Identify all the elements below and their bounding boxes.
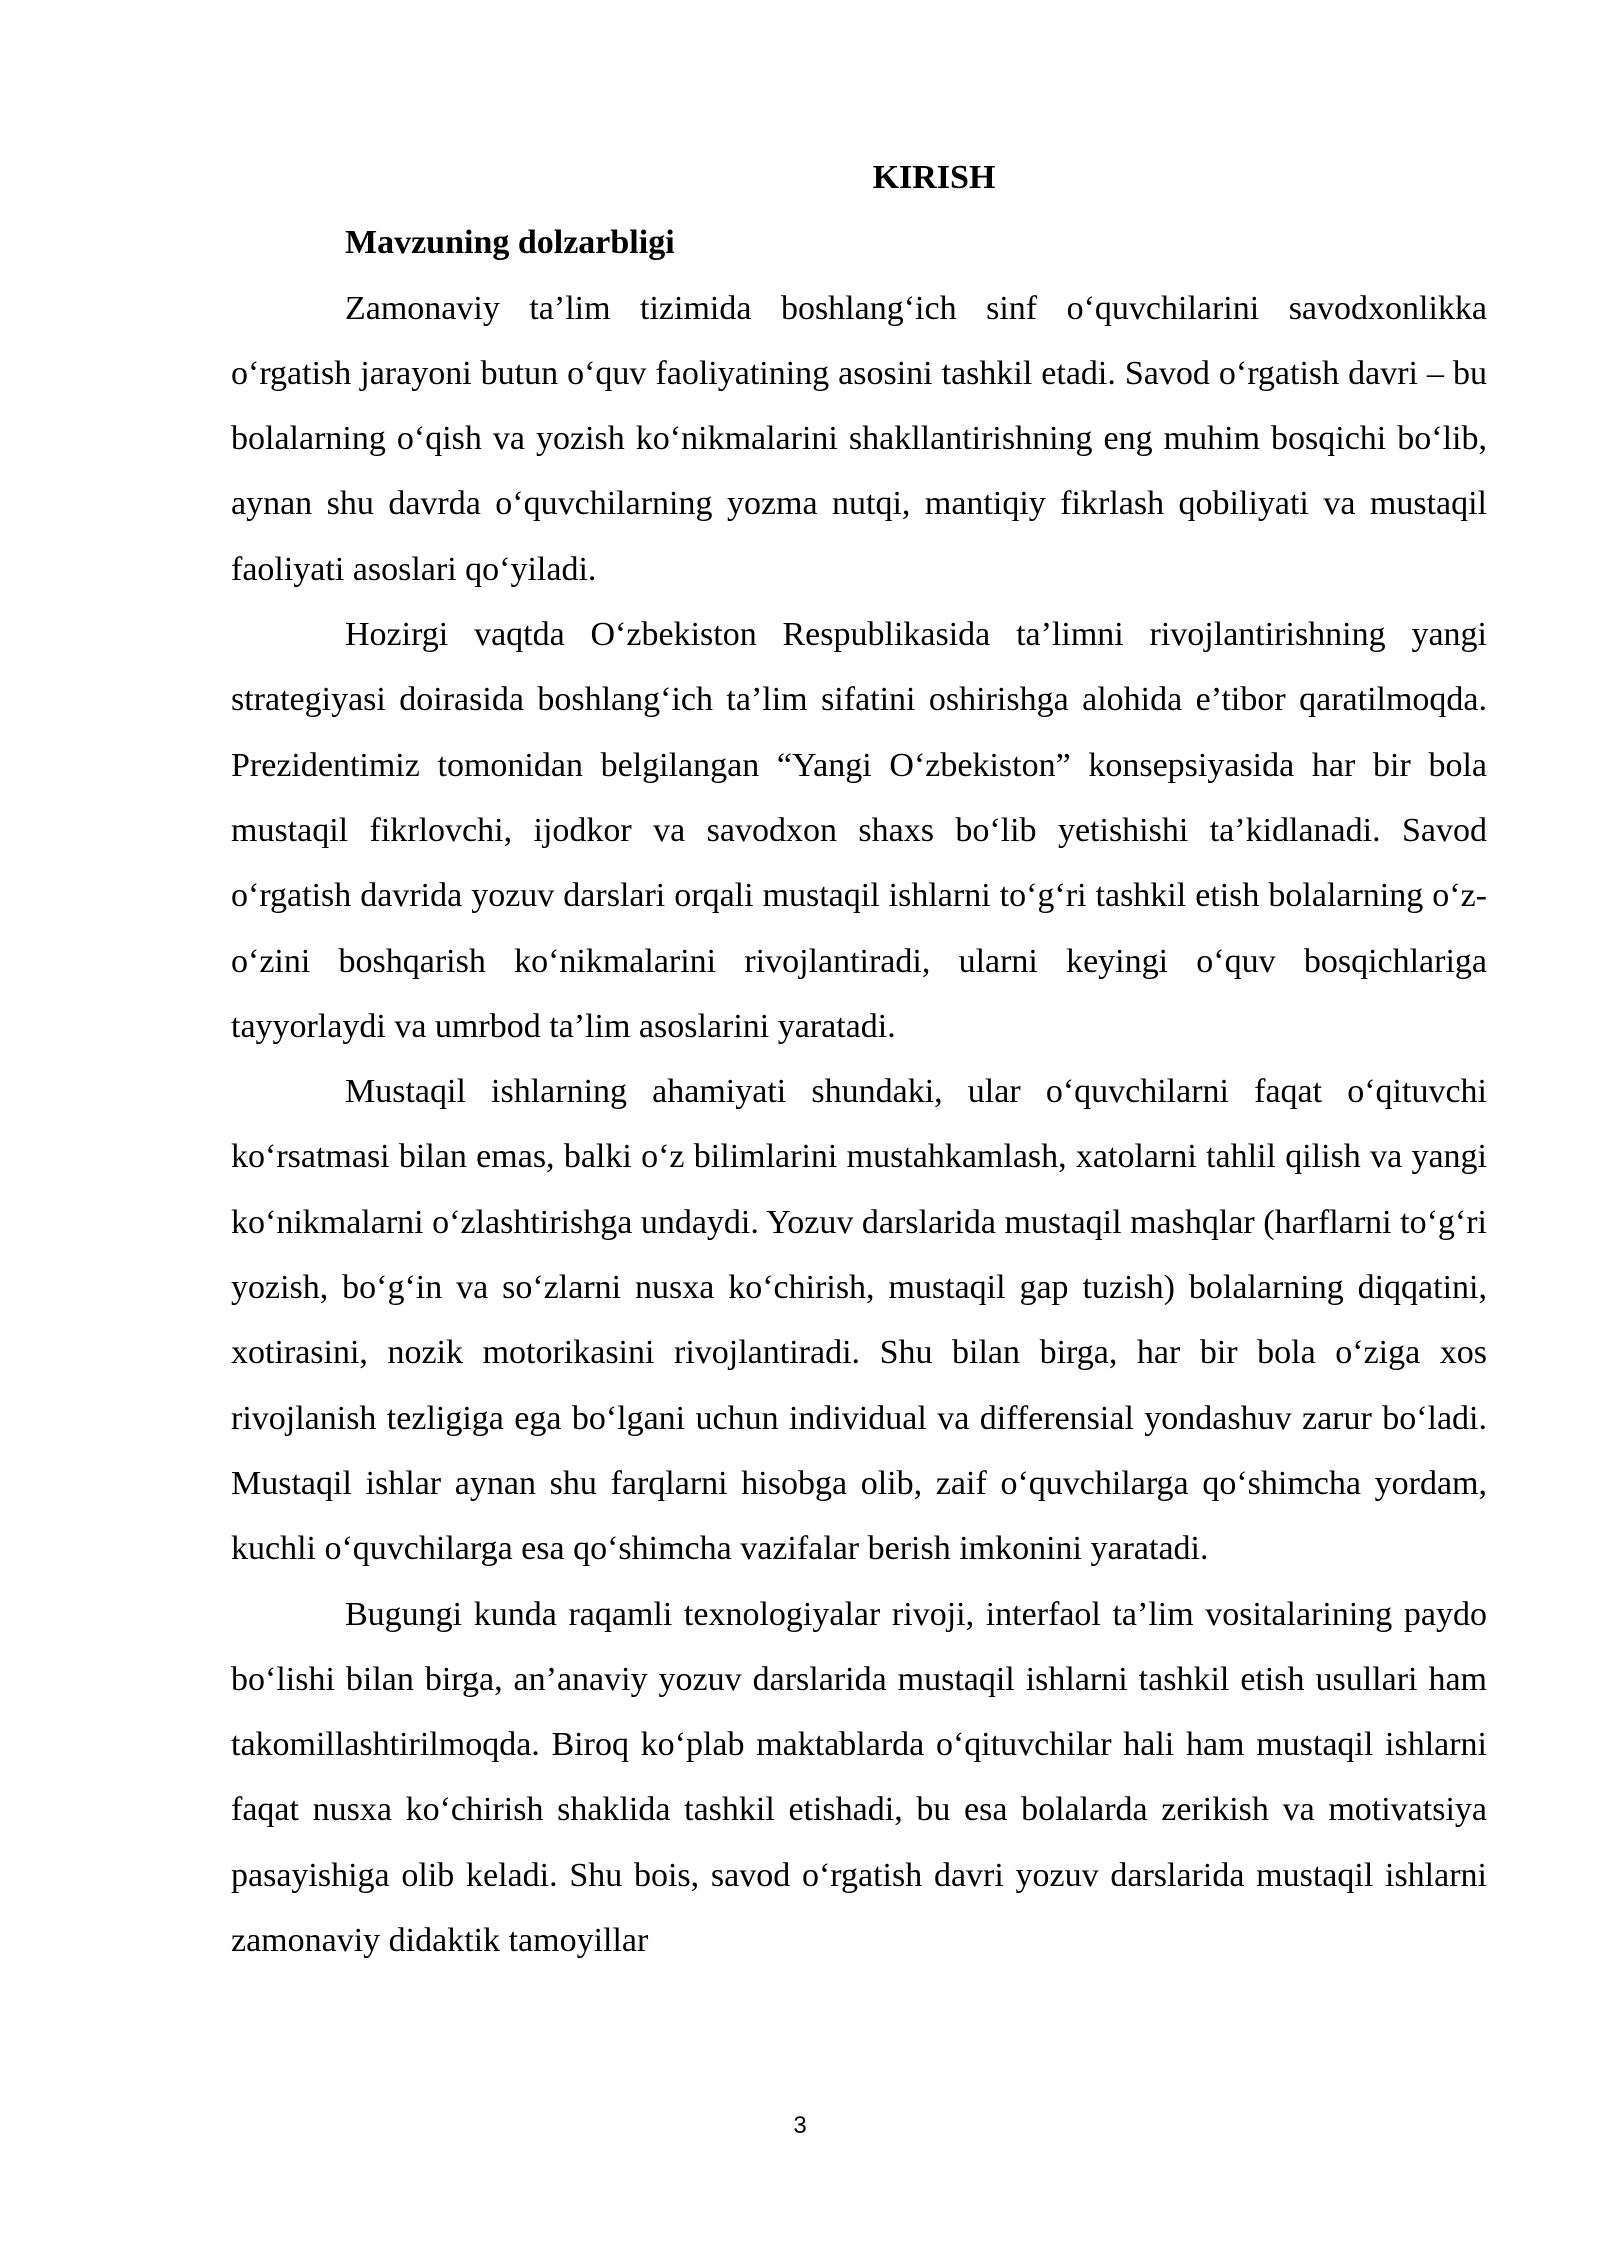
paragraph-1: Zamonaviy ta’lim tizimida boshlang‘ich sinf o‘quvchilarini savodxonlikka o‘rgatish jarayoni butun o‘quv faoliyatining asosini tashkil etadi. Savod o‘rgatish davri – bu bolalarning o‘qish va yozish ko‘nikmalarini shakllantirishning eng muhim bosqichi bo‘lib, aynan shu davrda o‘quvchilarning yozma nutqi, mantiqiy fikrlash qobiliyati va mustaqil faoliyati asoslari qo‘yiladi. <box>231 289 1487 588</box>
paragraph-3: Mustaqil ishlarning ahamiyati shundaki, ular o‘quvchilarni faqat o‘qituvchi ko‘rsatmasi bilan emas, balki o‘z bilimlarini mustahkamlash, xatolarni tahlil qilish va yangi ko‘nikmalarni o‘zlashtirishga undaydi. Yozuv darslarida mustaqil mashqlar (harflarni to‘g‘ri yozish, bo‘g‘in va so‘zlarni nusxa ko‘chirish, mustaqil gap tuzish) bolalarning diqqatini, xotirasini, nozik motorikasini rivojlantiradi. Shu bilan birga, har bir bola o‘ziga xos rivojlanish tezligiga ega bo‘lgani uchun individual va differensial yondashuv zarur bo‘ladi. Mustaqil ishlar aynan shu farqlarni hisobga olib, zaif o‘quvchilarga qo‘shimcha yordam, kuchli o‘quvchilarga esa qo‘shimcha vazifalar berish imkonini yaratadi. <box>231 1073 1487 1568</box>
section-heading: Mavzuning dolzarbligi <box>345 224 675 262</box>
page-title: KIRISH <box>872 159 996 196</box>
paragraph-2: Hozirgi vaqtda O‘zbekiston Respublikasida ta’limni rivojlantirishning yangi strategiyasi doirasida boshlang‘ich ta’lim sifatini oshirishga alohida e’tibor qaratilmoqda. Prezidentimiz tomonidan belgilangan “Yangi O‘zbekiston” konsepsiyasida har bir bola mustaqil fikrlovchi, ijodkor va savodxon shaxs bo‘lib yetishishi ta’kidlanadi. Savod o‘rgatish davrida yozuv darslari orqali mustaqil ishlarni to‘g‘ri tashkil etish bolalarning o‘z-o‘zini boshqarish ko‘nikmalarini rivojlantiradi, ularni keyingi o‘quv bosqichlariga tayyorlaydi va umrbod ta’lim asoslarini yaratadi. <box>231 616 1487 1045</box>
page-number: 3 <box>793 2112 807 2139</box>
page-content <box>231 145 1487 1973</box>
paragraph-4: Bugungi kunda raqamli texnologiyalar rivoji, interfaol ta’lim vositalarining paydo bo‘lishi bilan birga, an’anaviy yozuv darslarida mustaqil ishlarni tashkil etish usullari ham takomillashtirilmoqda. Biroq ko‘plab maktablarda o‘qituvchilar hali ham mustaqil ishlarni faqat nusxa ko‘chirish shaklida tashkil etishadi, bu esa bolalarda zerikish va motivatsiya pasayishiga olib keladi. Shu bois, savod o‘rgatish davri yozuv darslarida mustaqil ishlarni zamonaviy didaktik tamoyillar <box>231 1595 1487 1960</box>
